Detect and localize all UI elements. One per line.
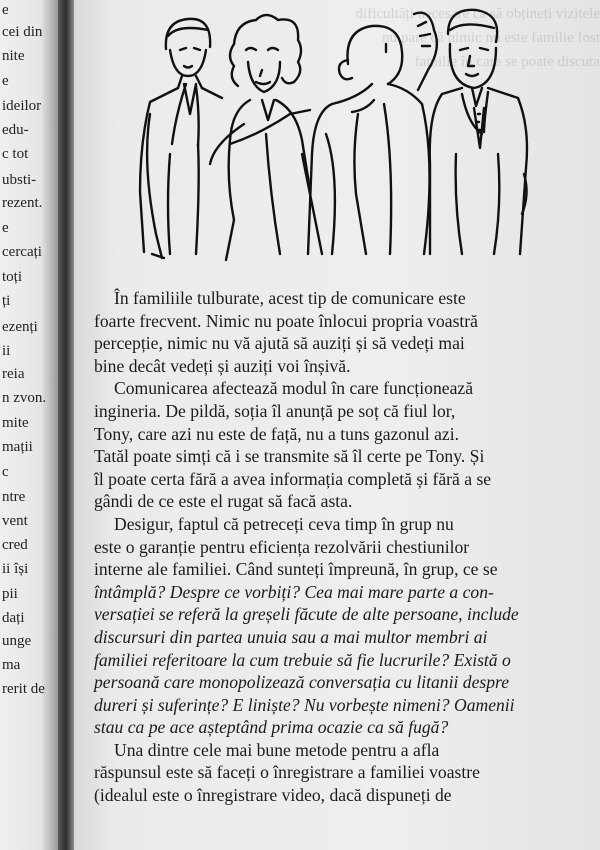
- left-page-fragment: dați: [2, 610, 25, 626]
- left-page-fragment: cercați: [2, 244, 42, 260]
- text-line: dureri și suferințe? E liniște? Nu vorbește nimeni? Oamenii: [94, 694, 515, 715]
- left-page-fragment: edu-: [2, 122, 29, 138]
- text-line: interne ale familiei. Când sunteți împreună, în grup, ce se: [94, 559, 498, 580]
- text-line: În familiile tulburate, acest tip de comunicare este: [114, 288, 466, 308]
- text-line: bine decât vedeți și auziți voi înșivă.: [94, 355, 351, 376]
- left-page-fragment: cred: [2, 537, 28, 553]
- left-page-fragment: rerit de: [2, 681, 45, 697]
- left-page-fragment: cei din: [2, 24, 43, 40]
- left-page-fragment: ubsti-: [2, 172, 37, 188]
- left-page-fragment: ezenți: [2, 319, 38, 335]
- show-through-text: dificultăți necesare ca să obțineți vizitele: [355, 6, 600, 22]
- left-page-fragment: unge: [2, 633, 32, 649]
- figure-man-left: [140, 19, 222, 258]
- text-line: stau ca pe ace așteptând prima ocazie ca să fugă?: [94, 717, 449, 738]
- show-through-text: nu pare că nimic nu este familie fost: [382, 30, 600, 46]
- text-line: discursuri din partea unuia sau a mai multor membri ai: [94, 626, 488, 647]
- body-text: [94, 287, 594, 807]
- left-page-fragment: e: [2, 73, 9, 89]
- left-page-fragment: e: [2, 2, 9, 18]
- left-page-fragment: ți: [2, 293, 11, 309]
- left-page-fragment: reia: [2, 366, 25, 382]
- left-page-fragment: mații: [2, 439, 33, 455]
- left-page-fragment: c: [2, 464, 9, 480]
- left-page-fragment: pii: [2, 586, 18, 602]
- show-through-text: familie în care se poate discuta: [414, 54, 600, 70]
- figure-bald-man: [308, 13, 437, 254]
- left-page-fragment: e: [2, 220, 9, 236]
- text-line: Comunicarea afectează modul în care funcționează: [114, 378, 473, 399]
- left-page-fragment: vent: [2, 513, 28, 529]
- text-line: foarte frecvent. Nimic nu poate înlocui propria voastră: [94, 310, 478, 331]
- left-page: [0, 0, 58, 850]
- left-page-fragment: ma: [2, 657, 21, 673]
- text-line: percepție, nimic nu vă ajută să auziți și să vedeți mai: [94, 333, 465, 354]
- left-page-fragment: rezent.: [2, 195, 43, 211]
- text-line: gândi de ce este el rugat să facă asta.: [94, 491, 353, 512]
- text-line: Una dintre cele mai bune metode pentru a afla: [114, 739, 440, 760]
- book-gutter: [58, 0, 74, 850]
- left-page-fragment: mite: [2, 415, 29, 431]
- left-page-fragment: nite: [2, 48, 25, 64]
- left-page-fragment: c tot: [2, 146, 29, 162]
- text-line: versației se referă la greșeli făcute de alte persoane, include: [94, 604, 519, 625]
- text-line: este o garanție pentru eficiența rezolvării chestiunilor: [94, 536, 470, 557]
- text-line: (idealul este o înregistrare video, dacă dispuneți de: [94, 785, 452, 806]
- text-line: Tony, care azi nu este de față, nu a tuns gazonul azi.: [94, 423, 459, 444]
- left-page-fragment: ideilor: [2, 98, 42, 114]
- text-line: ingineria. De pildă, soția îl anunță pe soț că fiul lor,: [94, 400, 456, 421]
- left-page-fragment: ntre: [2, 489, 26, 505]
- text-line: Desigur, faptul că petreceți ceva timp în grup nu: [114, 513, 454, 534]
- text-line: întâmplă? Despre ce vorbiți? Cea mai mare parte a con-: [94, 581, 494, 602]
- text-line: răspunsul este să faceți o înregistrare a familiei voastre: [94, 762, 480, 783]
- text-line: familiei referitoare la cum trebuie să fie lucrurile? Există o: [94, 649, 511, 670]
- left-page-fragment: n zvon.: [2, 390, 47, 406]
- text-line: îl poate certa fără a avea informația completă și fără a se: [94, 468, 492, 489]
- left-page-fragment: ii: [2, 343, 11, 359]
- right-page: [74, 0, 600, 850]
- text-line: Tatăl poate simți că i se transmite să îl certe pe Tony. Și: [94, 446, 485, 467]
- figure-woman: [210, 15, 322, 260]
- text-line: persoană care monopolizează conversația cu litanii despre: [94, 672, 510, 693]
- left-page-fragment: ii își: [2, 561, 29, 577]
- left-page-fragment: toți: [2, 269, 23, 285]
